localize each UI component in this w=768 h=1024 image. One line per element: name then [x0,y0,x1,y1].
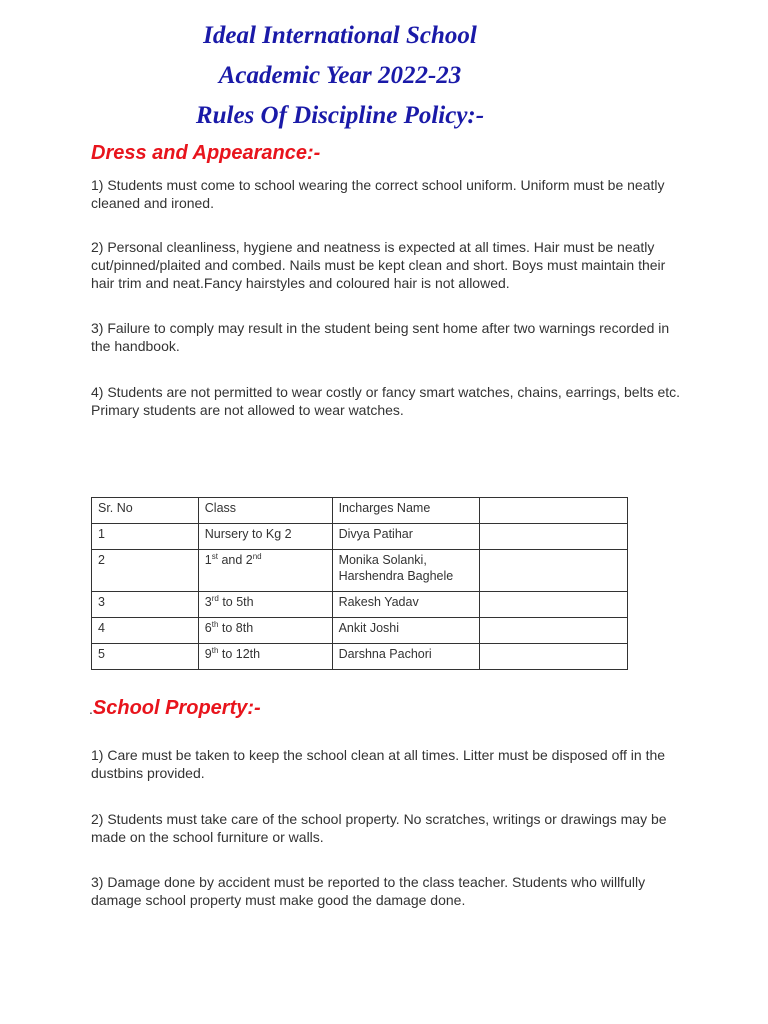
dress-rule-1: 1) Students must come to school wearing the correct school uniform. Uniform must be neatly cleaned and ironed. [91,177,665,211]
cell-sr: 3 [92,592,199,618]
cell-class: Nursery to Kg 2 [198,524,332,550]
name-line: Harshendra Baghele [338,569,454,583]
cell-name [332,550,480,592]
property-rule-3: 3) Damage done by accident must be reported to the class teacher. Students who willfully damage school property must make good the damage done. [91,874,646,908]
cell-name: Ankit Joshi [332,618,480,644]
cell-extra [480,644,628,670]
table-row [92,644,628,670]
class-rest: to 12th [218,647,261,661]
cell-extra [480,550,628,592]
cell-class [198,618,332,644]
class-suffix: th [211,645,219,655]
header-incharges-name: Incharges Name [332,498,480,524]
cell-class [198,644,332,670]
property-rule-1: 1) Care must be taken to keep the school clean at all times. Litter must be disposed off in the dustbins provided. [91,747,666,781]
cell-sr: 1 [92,524,199,550]
header-blank [480,498,628,524]
property-heading-block [89,697,261,720]
header-class: Class [198,498,332,524]
class-suffix: rd [211,593,219,603]
incharge-table [91,497,628,670]
cell-sr: 2 [92,550,199,592]
class-suffix: st [211,551,218,561]
class-connector: and 2 [217,553,253,567]
dress-heading: Dress and Appearance:- [91,142,321,164]
cell-sr: 4 [92,618,199,644]
school-name: Ideal International School [203,22,477,49]
cell-class [198,550,332,592]
class-num: 6 [204,621,212,635]
cell-name: Darshna Pachori [332,644,480,670]
table-header-row [92,498,628,524]
cell-name: Rakesh Yadav [332,592,480,618]
class-num: 1 [204,553,212,567]
name-line: Monika Solanki, [338,553,427,567]
cell-extra [480,592,628,618]
class-suffix: th [211,619,219,629]
cell-class [198,592,332,618]
class-rest: to 8th [218,621,254,635]
cell-sr: 5 [92,644,199,670]
property-heading: School Property:- [92,697,261,719]
header-sr-no: Sr. No [92,498,199,524]
dress-rule-3: 3) Failure to comply may result in the student being sent home after two warnings recorded in the handbook. [91,320,670,354]
class-num: 3 [204,595,212,609]
heading-dot: . [89,701,93,717]
academic-year: Academic Year 2022-23 [218,62,462,89]
cell-extra [480,618,628,644]
dress-rule-2: 2) Personal cleanliness, hygiene and neatness is expected at all times. Hair must be neatly cut/pinned/plaited and combed. Nails must be kept clean and short. Boys must maintain their hair trim and neat.Fancy hairstyles and coloured hair is not allowed. [91,239,666,291]
table-row [92,618,628,644]
class-suffix: nd [252,551,262,561]
table-row [92,524,628,550]
property-rule-2: 2) Students must take care of the school property. No scratches, writings or drawings may be made on the school furniture or walls. [91,811,667,845]
table-row [92,592,628,618]
cell-extra [480,524,628,550]
cell-name: Divya Patihar [332,524,480,550]
class-rest: to 5th [218,595,254,609]
table-row [92,550,628,592]
class-num: 9 [204,647,212,661]
dress-rule-4: 4) Students are not permitted to wear costly or fancy smart watches, chains, earrings, belts etc. Primary students are not allowed to wear watches. [91,384,681,418]
policy-title: Rules Of Discipline Policy:- [195,102,485,129]
